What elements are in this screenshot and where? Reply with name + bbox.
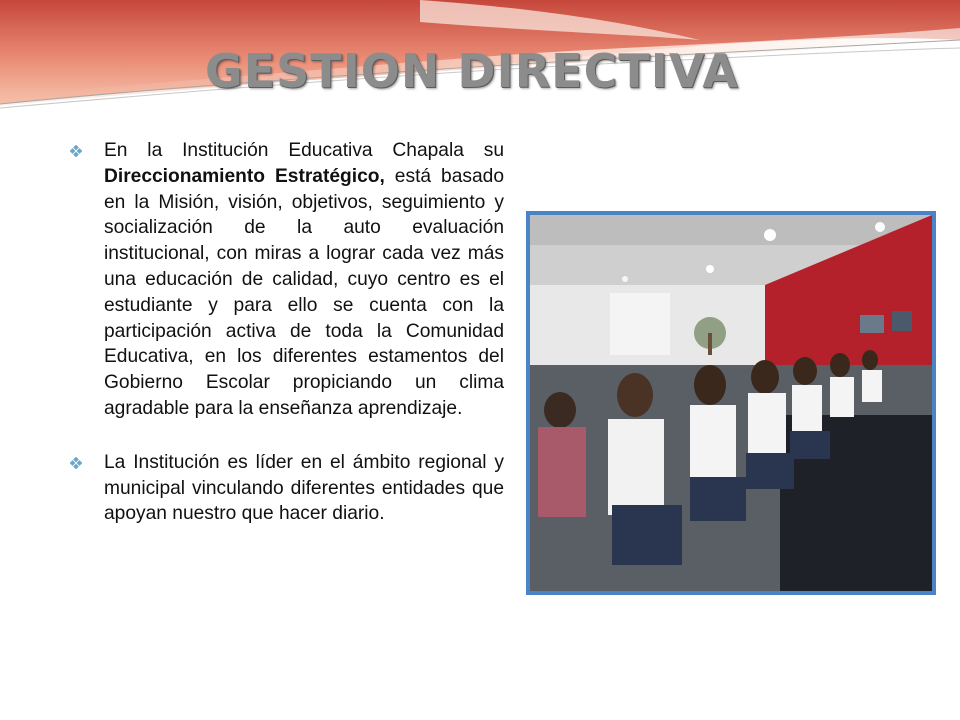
slide-title: GESTION DIRECTIVA bbox=[205, 44, 739, 98]
bullet-text-emphasis: Direccionamiento Estratégico, bbox=[104, 165, 385, 187]
bullet-text-intro: En la Institución Educativa Chapala su bbox=[104, 140, 504, 161]
bullet-text-liderazgo: La Institución es líder en el ámbito regional y municipal vinculando diferentes entidades que apoyan nuestro que hacer diario. bbox=[104, 451, 504, 525]
bullet-list bbox=[70, 138, 504, 555]
four-petal-diamond-icon bbox=[70, 450, 104, 474]
four-petal-diamond-icon bbox=[70, 138, 104, 162]
bullet-text-body: está basado en la Misión, visión, objetivos, seguimiento y socialización de la auto evaluación institucional, con miras a lograr cada vez más una educación de calidad, cuyo centro es el estudiante y para ello se cuenta con la participación activa de toda la Comunidad Educativa, en los diferentes estamentos del Gobierno Escolar propiciando un clima agradable para la enseñanza aprendizaje. bbox=[104, 165, 504, 419]
students-in-auditorium-photo bbox=[526, 211, 936, 595]
bullet-text-direccionamiento bbox=[104, 138, 504, 422]
bullet-item-direccionamiento bbox=[70, 138, 504, 422]
bullet-item-liderazgo bbox=[70, 450, 504, 527]
